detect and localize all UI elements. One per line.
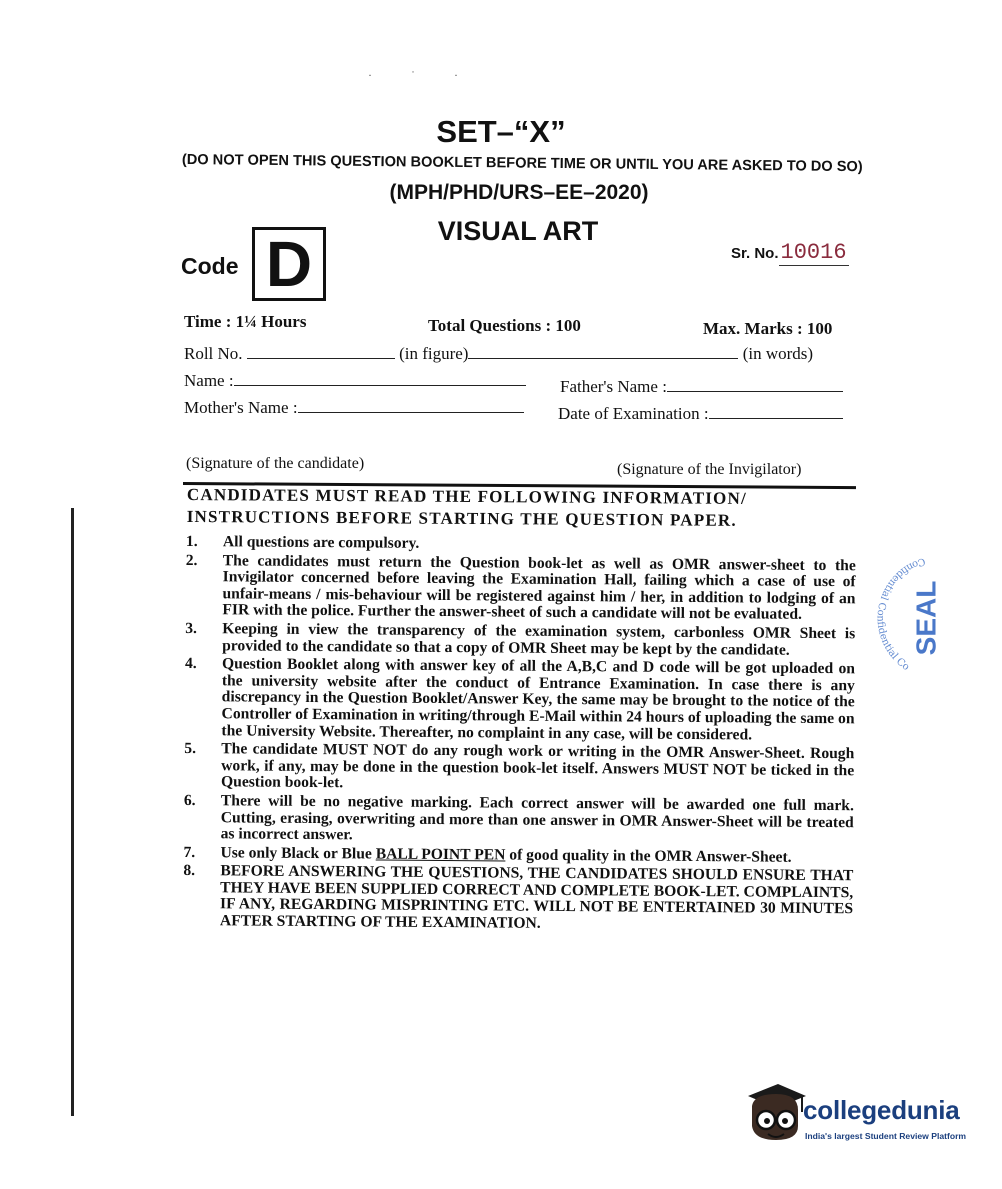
instruction-text: There will be no negative marking. Each correct answer will be awarded one full mark. Cutting, erasing, overwriting and more than one answer in OMR Answer-Sheet will be treated as incorrect answer.: [220, 792, 854, 844]
instructions-heading: [187, 484, 855, 533]
father-name-field: [560, 377, 843, 397]
instructions-list: [183, 534, 856, 937]
exam-date-label: Date of Examination :: [558, 404, 709, 423]
name-line: [234, 384, 526, 386]
code-label: Code: [181, 253, 239, 279]
father-label: Father's Name :: [560, 377, 667, 396]
instruction-item: 6. There will be no negative marking. Each correct answer will be awarded one full mark. Cutting, erasing, overwriting and more than one answer in OMR Answer-Sheet will be treated as incorrect answer.: [184, 793, 854, 848]
seal-ring-text: Confidential Confidential Co: [874, 555, 927, 674]
code-box: [252, 227, 326, 301]
instruction-item: 8. BEFORE ANSWERING THE QUESTIONS, THE CANDIDATES SHOULD ENSURE THAT THEY HAVE BEEN SUPPLIED CORRECT AND COMPLETE BOOK-LET. COMPLAINTS, IF ANY, REGARDING MISPRINTING ETC. WILL NOT BE ENTERTAINED 30 MINUTES AFTER STARTING OF THE EXAMINATION.: [183, 863, 854, 935]
instruction-item: 5. The candidate MUST NOT do any rough work or writing in the OMR Answer-Sheet. Rough work, if any, may be done in the question book-let itself. Answers MUST NOT be ticked in the Question book-let.: [184, 741, 854, 796]
instruction-text: The candidates must return the Question book-let as well as OMR answer-sheet to the Invigilator concerned before leaving the Examination Hall, failing which a case of use of unfair-means / mis-behaviour will be registered against him / her, in addition to lodging of an FIR with the police. Further the answer-sheet of such a candidate will not be evaluated.: [222, 551, 856, 624]
exam-code: (MPH/PHD/URS–EE–2020): [389, 181, 649, 204]
exam-date-line: [709, 417, 843, 419]
mother-label: Mother's Name :: [184, 398, 298, 417]
seal-text: SEAL: [910, 580, 942, 656]
set-title: SET–“X”: [436, 114, 566, 149]
instruction-text: The candidate MUST NOT do any rough work or writing in the OMR Answer-Sheet. Rough work, if any, may be done in the question book-let itself. Answers MUST NOT be ticked in the Question book-let.: [220, 740, 855, 792]
total-questions: Total Questions : 100: [428, 316, 581, 335]
confidential-seal-icon: [866, 548, 942, 688]
roll-figure-line: [247, 357, 395, 359]
invigilator-signature-label: (Signature of the Invigilator): [617, 461, 802, 478]
instruction-text: Question Booklet along with answer key of all the A,B,C and D code will be got uploaded on the university website after the conduct of Entrance Examination. In case there is any discrepancy in the Question Booklet/Answer Key, the same may be brought to the notice of the Controller of Examination in writing/through E-Mail within 24 hours of uploading the same on the University Website. Thereafter, no complaint in any case, will be considered.: [221, 655, 856, 743]
name-field: [184, 371, 526, 391]
scan-specks: · ˙ ·: [368, 68, 476, 82]
booklet-notice: (DO NOT OPEN THIS QUESTION BOOKLET BEFORE TIME OR UNTIL YOU ARE ASKED TO DO SO): [181, 152, 863, 176]
roll-words-line: [468, 357, 738, 359]
roll-number-field: [184, 344, 813, 364]
ball-point-pen-emphasis: BALL POINT PEN: [375, 845, 506, 864]
mother-name-field: [184, 398, 524, 418]
collegedunia-tagline: India's largest Student Review Platform: [805, 1131, 967, 1141]
instruction-item: 3. Keeping in view the transparency of the examination system, carbonless OMR Sheet is provided to the candidate so that a copy of OMR Sheet may be kept by the candidate.: [185, 619, 856, 659]
scan-edge-shadow: [71, 508, 74, 1116]
mother-line: [298, 411, 524, 413]
in-figure-label: (in figure): [399, 344, 469, 363]
instruction-text: BEFORE ANSWERING THE QUESTIONS, THE CANDIDATES SHOULD ENSURE THAT THEY HAVE BEEN SUPPLIED CORRECT AND COMPLETE BOOK-LET. COMPLAINTS, IF ANY, REGARDING MISPRINTING ETC. WILL NOT BE ENTERTAINED 30 MINUTES AFTER STARTING OF THE EXAMINATION.: [219, 862, 854, 932]
time-info: Time : 1¼ Hours: [184, 312, 307, 331]
instruction-text: All questions are compulsory.: [222, 533, 420, 552]
roll-label: Roll No.: [184, 344, 243, 363]
instruction-item: 7. Use only Black or Blue BALL POINT PEN of good quality in the OMR Answer-Sheet.: [183, 845, 853, 867]
instructions-heading-line-1: CANDIDATES MUST READ THE FOLLOWING INFORMATION/: [186, 484, 747, 508]
name-label: Name :: [184, 371, 234, 390]
in-words-label: (in words): [742, 344, 814, 363]
instructions-heading-line-2: INSTRUCTIONS BEFORE STARTING THE QUESTION PAPER.: [186, 506, 737, 530]
exam-date-field: [558, 404, 843, 424]
max-marks: Max. Marks : 100: [703, 319, 833, 338]
instruction-item: 2. The candidates must return the Question book-let as well as OMR answer-sheet to the Invigilator concerned before leaving the Examination Hall, failing which a case of use of unfair-means / mis-behaviour will be registered against him / her, in addition to lodging of an FIR with the police. Further the answer-sheet of such a candidate will not be evaluated.: [185, 551, 856, 624]
code-letter: D: [265, 228, 313, 300]
instruction-text: Keeping in view the transparency of the examination system, carbonless OMR Sheet is provided to the candidate so that a copy of OMR Sheet may be kept by the candidate.: [222, 620, 856, 659]
serial-value: 10016: [780, 240, 847, 265]
father-line: [667, 390, 843, 392]
serial-number: [731, 240, 849, 265]
serial-label: Sr. No.: [731, 245, 779, 262]
instruction-item: 1. All questions are compulsory.: [186, 534, 856, 556]
subject-title: VISUAL ART: [437, 216, 599, 246]
candidate-signature-label: (Signature of the candidate): [186, 455, 365, 472]
instruction-text: Use only Black or Blue BALL POINT PEN of good quality in the OMR Answer-Sheet.: [220, 843, 792, 866]
collegedunia-wordmark: collegedunia: [803, 1095, 960, 1125]
instruction-item: 4. Question Booklet along with answer key of all the A,B,C and D code will be got uploaded on the university website after the conduct of Entrance Examination. In case there is any discrepancy in the Question Booklet/Answer Key, the same may be brought to the notice of the Controller of Examination in writing/through E-Mail within 24 hours of uploading the same on the University Website. Thereafter, no complaint in any case, will be considered.: [184, 655, 856, 743]
